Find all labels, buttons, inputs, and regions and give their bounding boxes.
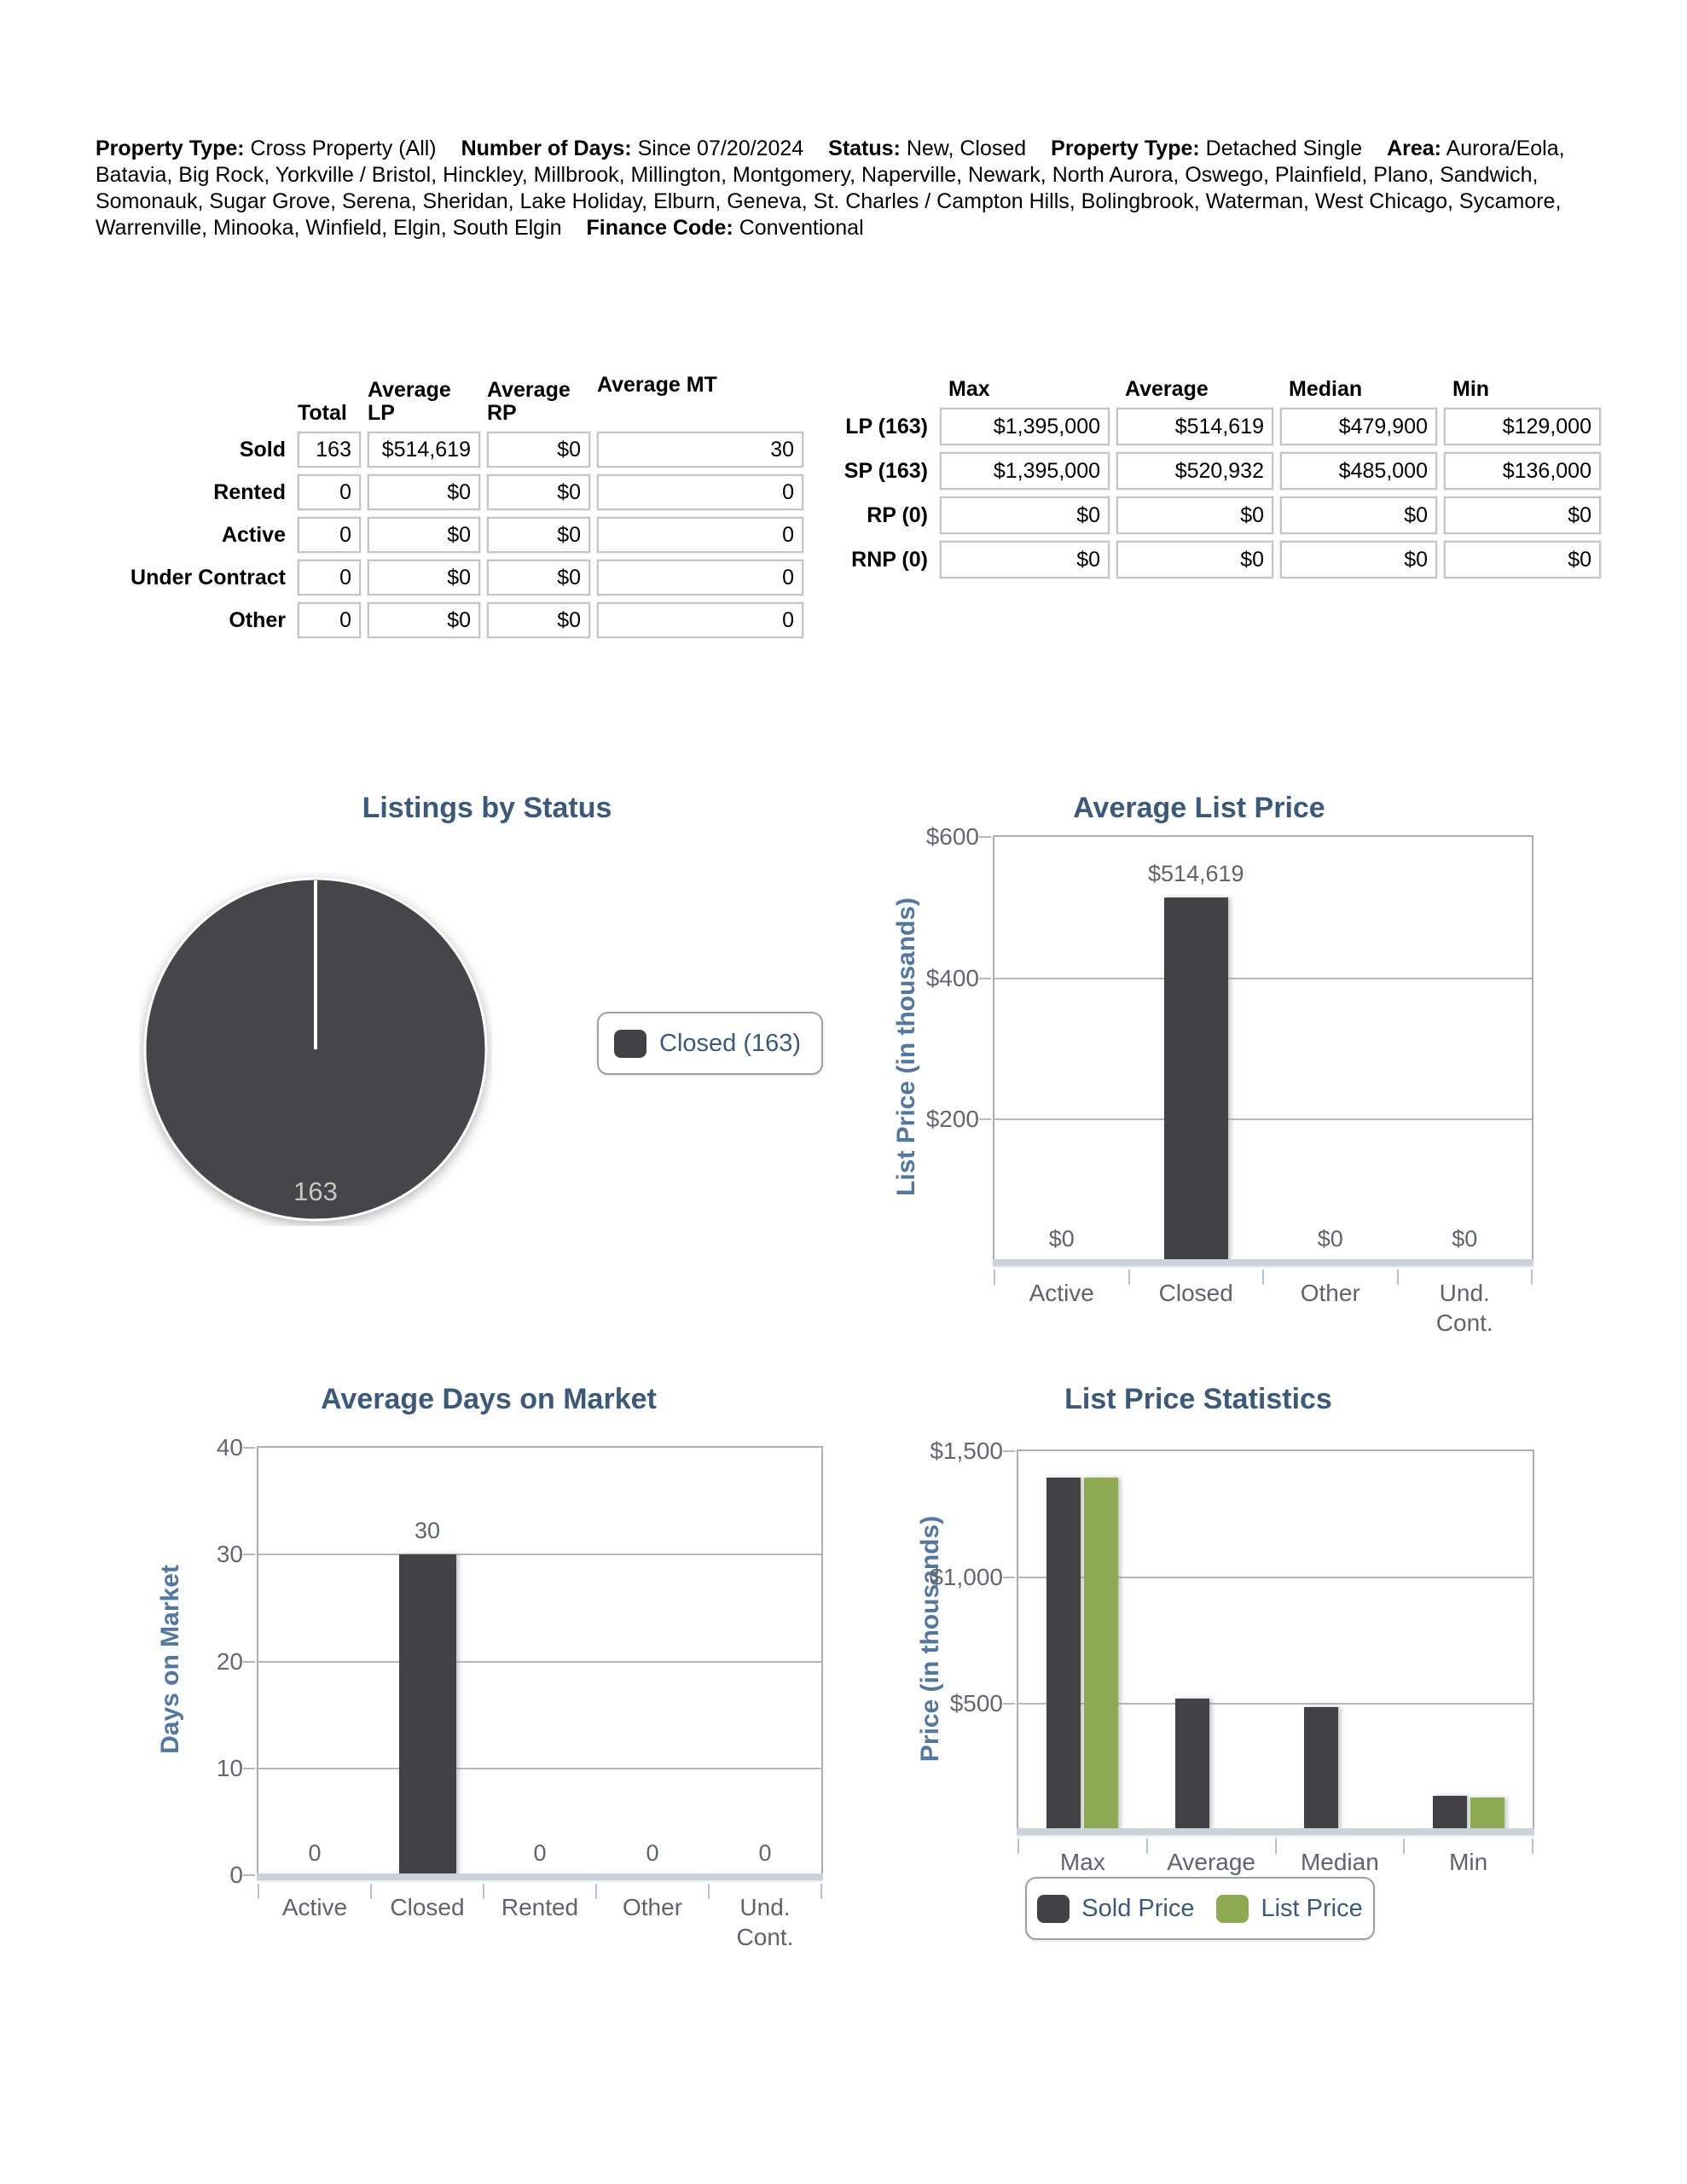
x-axis-baseline (257, 1873, 823, 1880)
list-price-statistics-y-axis-title: Price (in thousands) (916, 1515, 944, 1763)
y-tick-label: 0 (229, 1862, 243, 1888)
summary-by-status-table (101, 374, 803, 638)
avg-list-price-y-axis-title: List Price (in thousands) (892, 897, 920, 1197)
x-tick-mark (1146, 1838, 1148, 1854)
sold-price-legend-item (1037, 1895, 1194, 1923)
row-label: Sold (239, 437, 286, 462)
table-cell: $129,000 (1444, 408, 1601, 445)
column-header: Average LP (368, 378, 451, 425)
row-label: Other (229, 607, 286, 632)
criteria-value: Since 07/20/2024 (637, 136, 804, 160)
criteria-value: Cross Property (All) (250, 136, 437, 160)
y-tick-mark (979, 1118, 991, 1120)
x-category-label: Min (1449, 1849, 1488, 1875)
table-cell: $0 (368, 474, 480, 510)
criteria-label: Property Type: (96, 136, 245, 160)
x-category-label: Active (1029, 1280, 1094, 1306)
table-cell: 0 (298, 517, 361, 553)
x-category-label: Und. Cont. (736, 1894, 794, 1950)
table-cell: $520,932 (1116, 452, 1273, 490)
x-category-label: Closed (1158, 1280, 1233, 1306)
y-tick-mark (1003, 1450, 1015, 1452)
bar-value-label: $0 (1452, 1226, 1478, 1252)
row-label: Rented (213, 479, 286, 504)
criteria-label: Property Type: (1051, 136, 1200, 160)
column-header: Max (948, 377, 990, 401)
x-tick-mark (1017, 1838, 1019, 1854)
gridline (258, 1661, 821, 1663)
avg-days-on-market-plot (216, 1434, 823, 1950)
y-tick-label: $1,500 (930, 1438, 1003, 1464)
y-tick-label: 40 (216, 1434, 243, 1461)
x-tick-mark (370, 1884, 372, 1899)
bar-sold-price (1304, 1707, 1338, 1830)
table-cell: $136,000 (1444, 452, 1601, 490)
column-header: Min (1452, 377, 1490, 401)
table-cell: 163 (298, 432, 361, 468)
table-cell: $479,900 (1280, 408, 1437, 445)
x-tick-mark (1531, 1269, 1533, 1285)
pie-slice-value-label: 163 (293, 1176, 338, 1206)
list-price-legend-item (1216, 1895, 1362, 1923)
y-tick-mark (243, 1554, 255, 1555)
y-tick-mark (1003, 1703, 1015, 1705)
bar-value-label: 0 (646, 1840, 659, 1866)
gridline (258, 1554, 821, 1555)
criteria-value: Aurora/Eola, Batavia, Big Rock, Yorkville / Bristol, Hinckley, Millbrook, Millington, Montgomery, Naperville, Newark, North Aurora, Oswego, Plainfield, Plano, Sandwich, Somonauk, Sugar Grove, Serena, Sheridan, Lake Holiday, Elburn, Geneva, St. Charles / Campton Hills, Bolingbrook, Waterman, West Chicago, Sycamore, Warrenville, Minooka, Winfield, Elgin, South Elgin (96, 136, 1565, 240)
bar-list-price (1084, 1478, 1118, 1830)
x-tick-mark (1397, 1269, 1399, 1285)
y-tick-mark (243, 1874, 255, 1876)
table-cell: $0 (487, 517, 590, 553)
y-tick-mark (243, 1661, 255, 1663)
bar-value-label: 0 (308, 1840, 322, 1866)
table-cell: 0 (597, 517, 803, 553)
row-label: RP (0) (867, 502, 928, 527)
y-tick-mark (1003, 1577, 1015, 1578)
y-tick-mark (979, 836, 991, 838)
list-price-statistics-title: List Price Statistics (1064, 1383, 1332, 1415)
y-tick-mark (243, 1768, 255, 1769)
sold-price-legend-label: Sold Price (1081, 1894, 1195, 1922)
column-header: Average RP (487, 378, 571, 425)
price-statistics-table (822, 374, 1601, 578)
row-label: RNP (0) (851, 547, 928, 572)
x-axis-baseline (993, 1259, 1533, 1266)
y-tick-label: 30 (216, 1541, 243, 1568)
x-category-label: Active (281, 1894, 348, 1920)
bar-list-price (1470, 1798, 1504, 1830)
x-category-label: Median (1300, 1849, 1379, 1875)
y-tick-mark (979, 978, 991, 979)
bar-sold-price (1046, 1478, 1081, 1830)
y-tick-label: $400 (925, 964, 979, 991)
x-category-label: Max (1059, 1849, 1105, 1875)
row-label: LP (163) (845, 414, 928, 439)
bar-value-label: $0 (1317, 1226, 1343, 1252)
x-tick-mark (1128, 1269, 1130, 1285)
table-cell: $0 (940, 541, 1110, 578)
criteria-value: Conventional (739, 216, 864, 240)
closed-legend-label: Closed (163) (659, 1029, 802, 1057)
x-category-label: Closed (390, 1894, 465, 1920)
table-cell: $0 (368, 602, 480, 638)
avg-days-on-market-title: Average Days on Market (321, 1383, 657, 1415)
pie-chart-title: Listings by Status (362, 792, 612, 824)
listings-by-status-pie (139, 873, 492, 1226)
x-tick-mark (595, 1884, 597, 1899)
table-cell: 30 (597, 432, 803, 468)
table-cell: $0 (1444, 541, 1601, 578)
row-label: Under Contract (130, 565, 286, 590)
table-corner-spacer (101, 374, 291, 425)
x-tick-mark (483, 1884, 484, 1899)
row-label: SP (163) (844, 458, 928, 483)
bar-value-label: 0 (533, 1840, 547, 1866)
x-category-label: Average (1167, 1849, 1256, 1875)
criteria-label: Area: (1387, 136, 1442, 160)
x-tick-mark (708, 1884, 710, 1899)
y-tick-label: 20 (216, 1647, 243, 1675)
x-tick-mark (1275, 1838, 1277, 1854)
x-tick-mark (994, 1269, 995, 1285)
bar-value-label: 0 (758, 1840, 772, 1866)
column-header: Total (298, 401, 347, 425)
x-category-label: Rented (501, 1894, 579, 1920)
column-header: Average MT (597, 373, 717, 397)
x-category-label: Other (1300, 1280, 1360, 1306)
table-corner-spacer (822, 374, 933, 401)
bar-value-label: $514,619 (1147, 860, 1244, 886)
column-header: Median (1289, 377, 1363, 401)
criteria-label: Number of Days: (461, 136, 632, 160)
table-cell: $0 (1444, 497, 1601, 534)
bar-sold-price (1175, 1699, 1209, 1830)
table-cell: $0 (487, 560, 590, 595)
bar (1164, 897, 1228, 1261)
table-cell: 0 (597, 560, 803, 595)
y-tick-label: $600 (925, 823, 979, 850)
y-tick-label: 10 (216, 1754, 243, 1781)
table-cell: 0 (597, 602, 803, 638)
criteria-value: New, Closed (906, 136, 1027, 160)
table-cell: $1,395,000 (940, 408, 1110, 445)
gridline (258, 1768, 821, 1769)
table-cell: $1,395,000 (940, 452, 1110, 490)
criteria-label: Finance Code: (586, 216, 733, 240)
bar-sold-price (1433, 1796, 1467, 1830)
closed-legend-swatch (614, 1030, 646, 1058)
avg-list-price-title: Average List Price (1073, 792, 1325, 824)
avg-days-on-market-y-axis-title: Days on Market (156, 1565, 184, 1754)
x-axis-baseline (1017, 1828, 1534, 1835)
y-tick-mark (243, 1447, 255, 1449)
row-label: Active (221, 522, 286, 547)
column-header: Average (1125, 377, 1209, 401)
bar-value-label: 30 (414, 1518, 441, 1544)
table-cell: $0 (487, 432, 590, 468)
y-tick-label: $200 (925, 1106, 979, 1133)
x-category-label: Other (622, 1894, 683, 1920)
table-cell: $0 (1280, 541, 1437, 578)
gridline (994, 978, 1532, 979)
x-tick-mark (1262, 1269, 1264, 1285)
table-cell: $514,619 (368, 432, 480, 468)
x-tick-mark (820, 1884, 822, 1899)
criteria-label: Status: (828, 136, 901, 160)
pie-legend (597, 1012, 823, 1075)
table-cell: $514,619 (1116, 408, 1273, 445)
table-cell: $0 (368, 517, 480, 553)
bar (399, 1554, 456, 1875)
table-cell: $0 (487, 602, 590, 638)
table-cell: $0 (1280, 497, 1437, 534)
gridline (994, 1118, 1532, 1120)
table-cell: $0 (1116, 497, 1273, 534)
x-tick-mark (1532, 1838, 1533, 1854)
table-cell: $0 (368, 560, 480, 595)
table-cell: $0 (1116, 541, 1273, 578)
table-cell: 0 (597, 474, 803, 510)
y-tick-label: $500 (949, 1690, 1003, 1717)
bar-value-label: $0 (1048, 1226, 1075, 1252)
x-category-label: Und. Cont. (1435, 1280, 1493, 1336)
table-cell: 0 (298, 474, 361, 510)
table-cell: $485,000 (1280, 452, 1437, 490)
list-price-legend-label: List Price (1261, 1894, 1363, 1922)
criteria-value: Detached Single (1205, 136, 1363, 160)
x-tick-mark (258, 1884, 259, 1899)
table-cell: $0 (940, 497, 1110, 534)
sold-price-legend-swatch (1037, 1895, 1070, 1923)
table-cell: 0 (298, 602, 361, 638)
list-price-legend-swatch (1216, 1895, 1249, 1923)
report-criteria (96, 136, 1603, 241)
avg-list-price-plot (925, 823, 1533, 1336)
table-cell: 0 (298, 560, 361, 595)
y-tick-label: $1,000 (930, 1564, 1003, 1591)
x-tick-mark (1403, 1838, 1405, 1854)
table-cell: $0 (487, 474, 590, 510)
list-price-statistics-legend (1025, 1877, 1375, 1940)
